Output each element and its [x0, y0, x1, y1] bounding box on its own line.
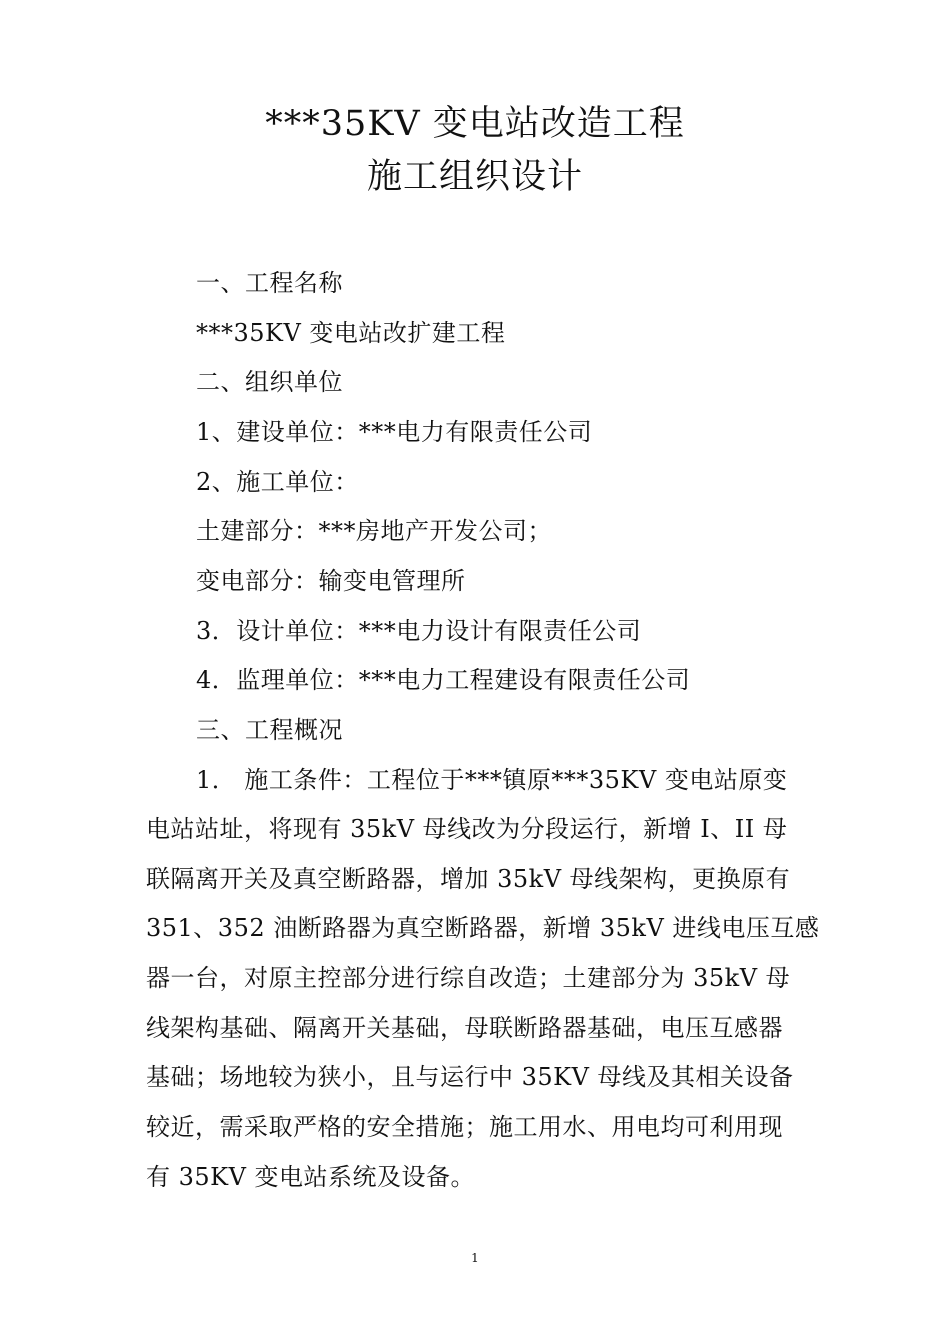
paragraph-line: 有 35KV 变电站系统及设备。	[146, 1163, 476, 1191]
document-title: ***35KV 变电站改造工程	[265, 104, 685, 144]
paragraph-line: 电站站址，将现有 35kV 母线改为分段运行，新增 I、II 母	[146, 815, 788, 843]
paragraph-line: 联隔离开关及真空断路器，增加 35kV 母线架构，更换原有	[146, 865, 791, 893]
section-heading-project-name: 一、工程名称	[196, 269, 343, 297]
paragraph-line: 351、352 油断路器为真空断路器，新增 35kV 进线电压互感	[146, 914, 820, 942]
paragraph-civil-works: 土建部分：***房地产开发公司；	[196, 517, 552, 545]
paragraph-line: 1． 施工条件：工程位于***镇原***35KV 变电站原变	[196, 766, 788, 794]
paragraph-contractor: 2、施工单位：	[196, 468, 359, 496]
paragraph-project-name: ***35KV 变电站改扩建工程	[196, 319, 506, 347]
document-subtitle: 施工组织设计	[366, 157, 583, 197]
paragraph-electrical-works: 变电部分：输变电管理所	[196, 567, 466, 595]
section-heading-organization: 二、组织单位	[196, 368, 343, 396]
paragraph-line: 器一台，对原主控部分进行综自改造；土建部分为 35kV 母	[146, 964, 791, 992]
paragraph-owner: 1、建设单位：***电力有限责任公司	[196, 418, 593, 446]
paragraph-line: 较近，需采取严格的安全措施；施工用水、用电均可利用现	[146, 1113, 783, 1141]
paragraph-supervisor: 4．监理单位：***电力工程建设有限责任公司	[196, 666, 691, 694]
paragraph-line: 基础；场地较为狭小，且与运行中 35KV 母线及其相关设备	[146, 1063, 794, 1091]
paragraph-designer: 3．设计单位：***电力设计有限责任公司	[196, 617, 642, 645]
page-number: 1	[471, 1251, 479, 1265]
paragraph-line: 线架构基础、隔离开关基础，母联断路器基础，电压互感器	[146, 1014, 783, 1042]
section-heading-overview: 三、工程概况	[196, 716, 343, 744]
